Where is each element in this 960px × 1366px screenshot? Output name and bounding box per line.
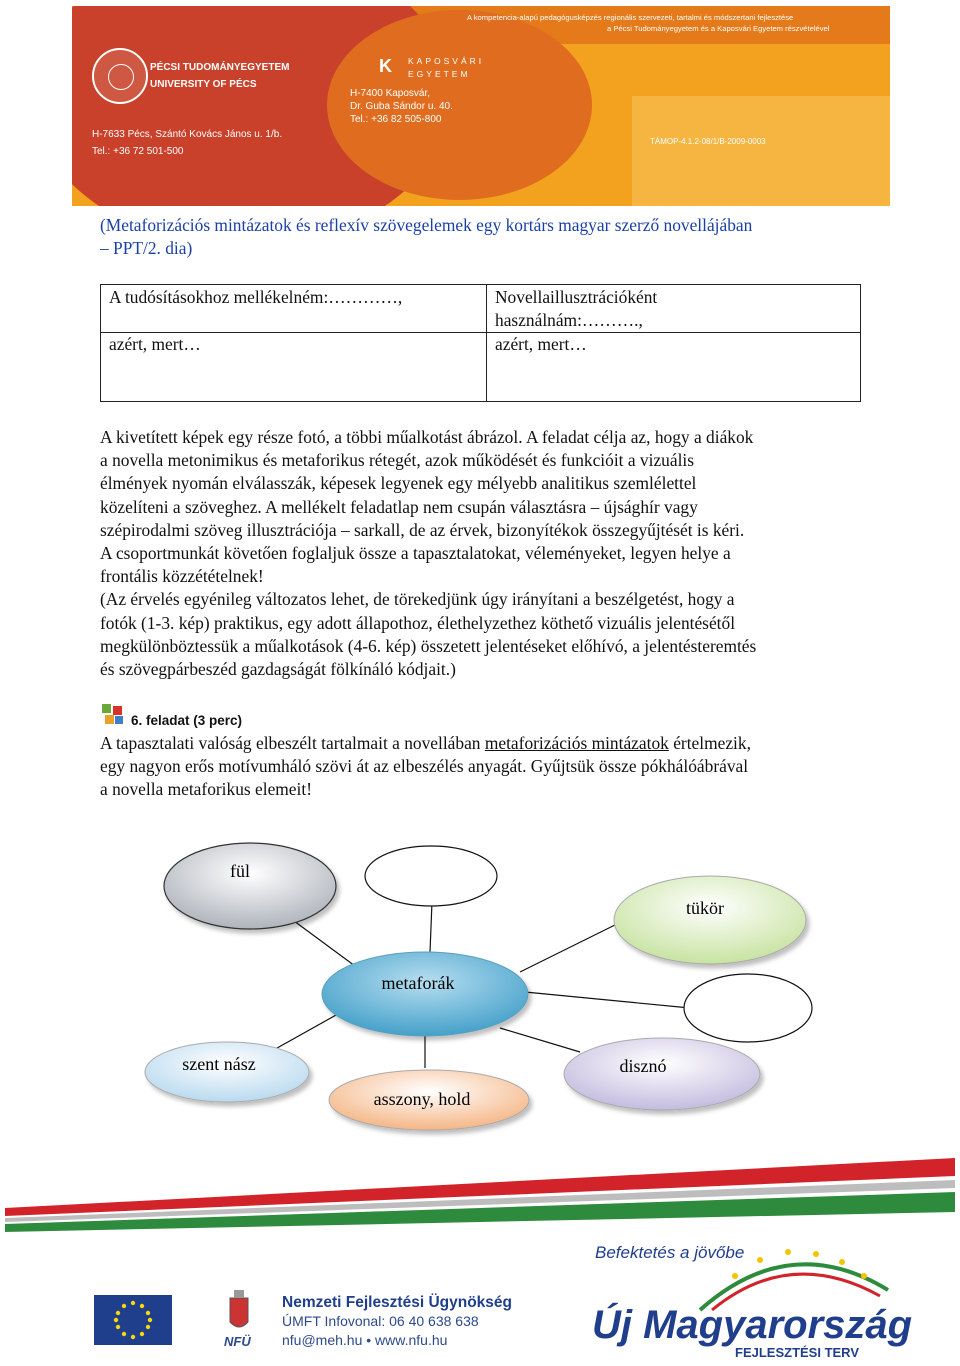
program-subtitle: FEJLESZTÉSI TERV — [735, 1345, 860, 1360]
pte-name-hu: PÉCSI TUDOMÁNYEGYETEM — [150, 62, 290, 73]
explanation-paragraph — [100, 426, 862, 681]
task-line-1-start: A tapasztalati valóság elbeszélt tartalmait a novellában — [100, 733, 485, 753]
node-diszno — [564, 1038, 760, 1110]
node-tukor-label: tükör — [686, 898, 724, 918]
paragraph-line: fotók (1-3. kép) praktikus, egy adott állapothoz, élethelyzethez köthető vizuális jelentésétől — [100, 612, 736, 633]
task-line-3: a novella metaforikus elemeit! — [100, 779, 312, 800]
node-empty-top — [365, 846, 497, 906]
paragraph-line: szépirodalmi szöveg illusztrációja – sarkall, de az érvek, bizonyítékok összegyűjtését is kéri. — [100, 519, 745, 540]
paragraph-line: A kivetített képek egy része fotó, a többi műalkotást ábrázol. A feladat célja az, hogy a diákok — [100, 427, 754, 447]
node-center-shape — [322, 952, 528, 1036]
table-cell-news-reason — [101, 333, 487, 402]
nfu-crest-icon — [230, 1290, 248, 1327]
ke-name-1: KAPOSVÁRI — [408, 56, 485, 66]
paragraph-line: frontális közzétételnek! — [100, 566, 264, 587]
worksheet-table — [100, 284, 861, 402]
paragraph-line: közelíteni a szöveghez. A mellékelt feladatlap nem csupán választásra – újsághír vagy — [100, 496, 698, 517]
connector-ful — [290, 918, 355, 966]
spider-diagram — [0, 830, 960, 1140]
connector-empty-top — [430, 902, 432, 952]
table-cell-story-text-2: használnám:………., — [495, 310, 643, 330]
ke-name-2: EGYETEM — [408, 69, 471, 79]
connector-empty-right — [525, 992, 690, 1008]
node-szent-nasz-label: szent nász — [182, 1054, 256, 1074]
connector-tukor — [520, 920, 625, 972]
pte-name-en: UNIVERSITY OF PÉCS — [150, 79, 257, 90]
node-ful-label: fül — [230, 861, 250, 881]
node-szent-nasz — [145, 1042, 309, 1102]
node-center-label: metaforák — [381, 973, 455, 993]
paragraph-line: élmények nyomán elválasszák, képesek legyenek egy mélyebb analitikus szemlélettel — [100, 473, 697, 494]
ke-logo-icon: K — [379, 56, 392, 76]
table-cell-story-text-1: Novellaillusztrációként — [495, 287, 658, 307]
slide-title — [100, 214, 862, 260]
agency-name: Nemzeti Fejlesztési Ügynökség — [282, 1294, 512, 1311]
header-banner — [72, 6, 890, 206]
pte-phone: Tel.: +36 72 501-500 — [92, 146, 184, 157]
paragraph-line: A csoportmunkát követően foglaljuk össze a tapasztalatokat, véleményeket, legyen helye a — [100, 543, 731, 564]
paragraph-line: a novella metonimikus és metaforikus rétegét, azok működését és funkcióit a vizuális — [100, 450, 695, 471]
table-cell-story — [487, 285, 861, 333]
paragraph-line: megkülönböztessük a műalkotások (4-6. kép) összetett jelentéseket előhívó, a jelentésteremtés — [100, 635, 757, 656]
node-diszno-label: disznó — [619, 1056, 667, 1076]
connector-diszno — [500, 1028, 580, 1052]
node-empty-right — [684, 974, 812, 1042]
node-ful — [164, 843, 336, 929]
task-line-1 — [100, 732, 862, 755]
banner-light-shape — [632, 96, 890, 206]
task-line-1-end: értelmezik, — [668, 733, 751, 753]
infoline: ÚMFT Infovonal: 06 40 638 638 — [282, 1313, 479, 1329]
slide-title-line-2: – PPT/2. dia) — [100, 238, 193, 259]
flag-stripe-green — [5, 1192, 955, 1232]
slogan: Befektetés a jövőbe — [595, 1243, 745, 1262]
node-asszony-hold-label: asszony, hold — [373, 1089, 471, 1109]
task-line-2: egy nagyon erős motívumháló szövi át az elbeszélés anyagát. Gyűjtsük össze pókhálóábrával — [100, 756, 749, 777]
paragraph-line: (Az érvelés egyénileg változatos lehet, de törekedjünk úgy irányítani a beszélgetést, hogy a — [100, 589, 735, 610]
table-cell-story-reason — [487, 333, 861, 402]
node-asszony-hold — [329, 1070, 529, 1130]
program-name: Új Magyarország — [592, 1303, 913, 1347]
node-empty-right-shape — [684, 974, 812, 1042]
contact-line: nfu@meh.hu • www.nfu.hu — [282, 1332, 448, 1348]
ke-address-1: H-7400 Kaposvár, — [350, 88, 431, 99]
banner-tagline-2: a Pécsi Tudományegyetem és a Kaposvári Egyetem részvételével — [607, 24, 830, 33]
node-empty-top-shape — [365, 846, 497, 906]
banner-tagline-1: A kompetencia-alapú pedagógusképzés regionális szervezeti, tartalmi és módszertani fejlesztése — [467, 13, 794, 22]
paragraph-line: és szövegpárbeszéd gazdagságát fölkínáló kódjait.) — [100, 659, 456, 680]
table-cell-story-reason-text: azért, mert… — [495, 334, 587, 354]
slide-title-line-1: (Metaforizációs mintázatok és reflexív szövegelemek egy kortárs magyar szerző novellájában — [100, 215, 753, 235]
ke-address-2: Dr. Guba Sándor u. 40. — [350, 101, 453, 112]
pte-address: H-7633 Pécs, Szántó Kovács János u. 1/b. — [92, 129, 283, 140]
ke-phone: Tel.: +36 82 505-800 — [350, 114, 442, 125]
table-cell-news-text: A tudósításokhoz mellékelném:…………, — [109, 287, 403, 307]
connector-szent-nasz — [270, 1010, 345, 1052]
node-tukor — [614, 876, 806, 964]
node-center — [322, 952, 528, 1036]
task-title: 6. feladat (3 perc) — [131, 713, 243, 728]
node-tukor-shape — [614, 876, 806, 964]
program-code: TÁMOP-4.1.2-08/1/B-2009-0003 — [650, 137, 766, 146]
pte-seal-icon — [92, 48, 148, 104]
nfu-mark: NFÜ — [224, 1334, 251, 1349]
node-ful-shape — [164, 843, 336, 929]
puzzle-icon — [100, 702, 126, 726]
metaphor-patterns-term: metaforizációs mintázatok — [484, 733, 669, 753]
table-cell-news — [101, 285, 487, 333]
task-paragraph — [100, 732, 862, 802]
table-cell-news-reason-text: azért, mert… — [109, 334, 201, 354]
footer-banner — [0, 1150, 960, 1366]
